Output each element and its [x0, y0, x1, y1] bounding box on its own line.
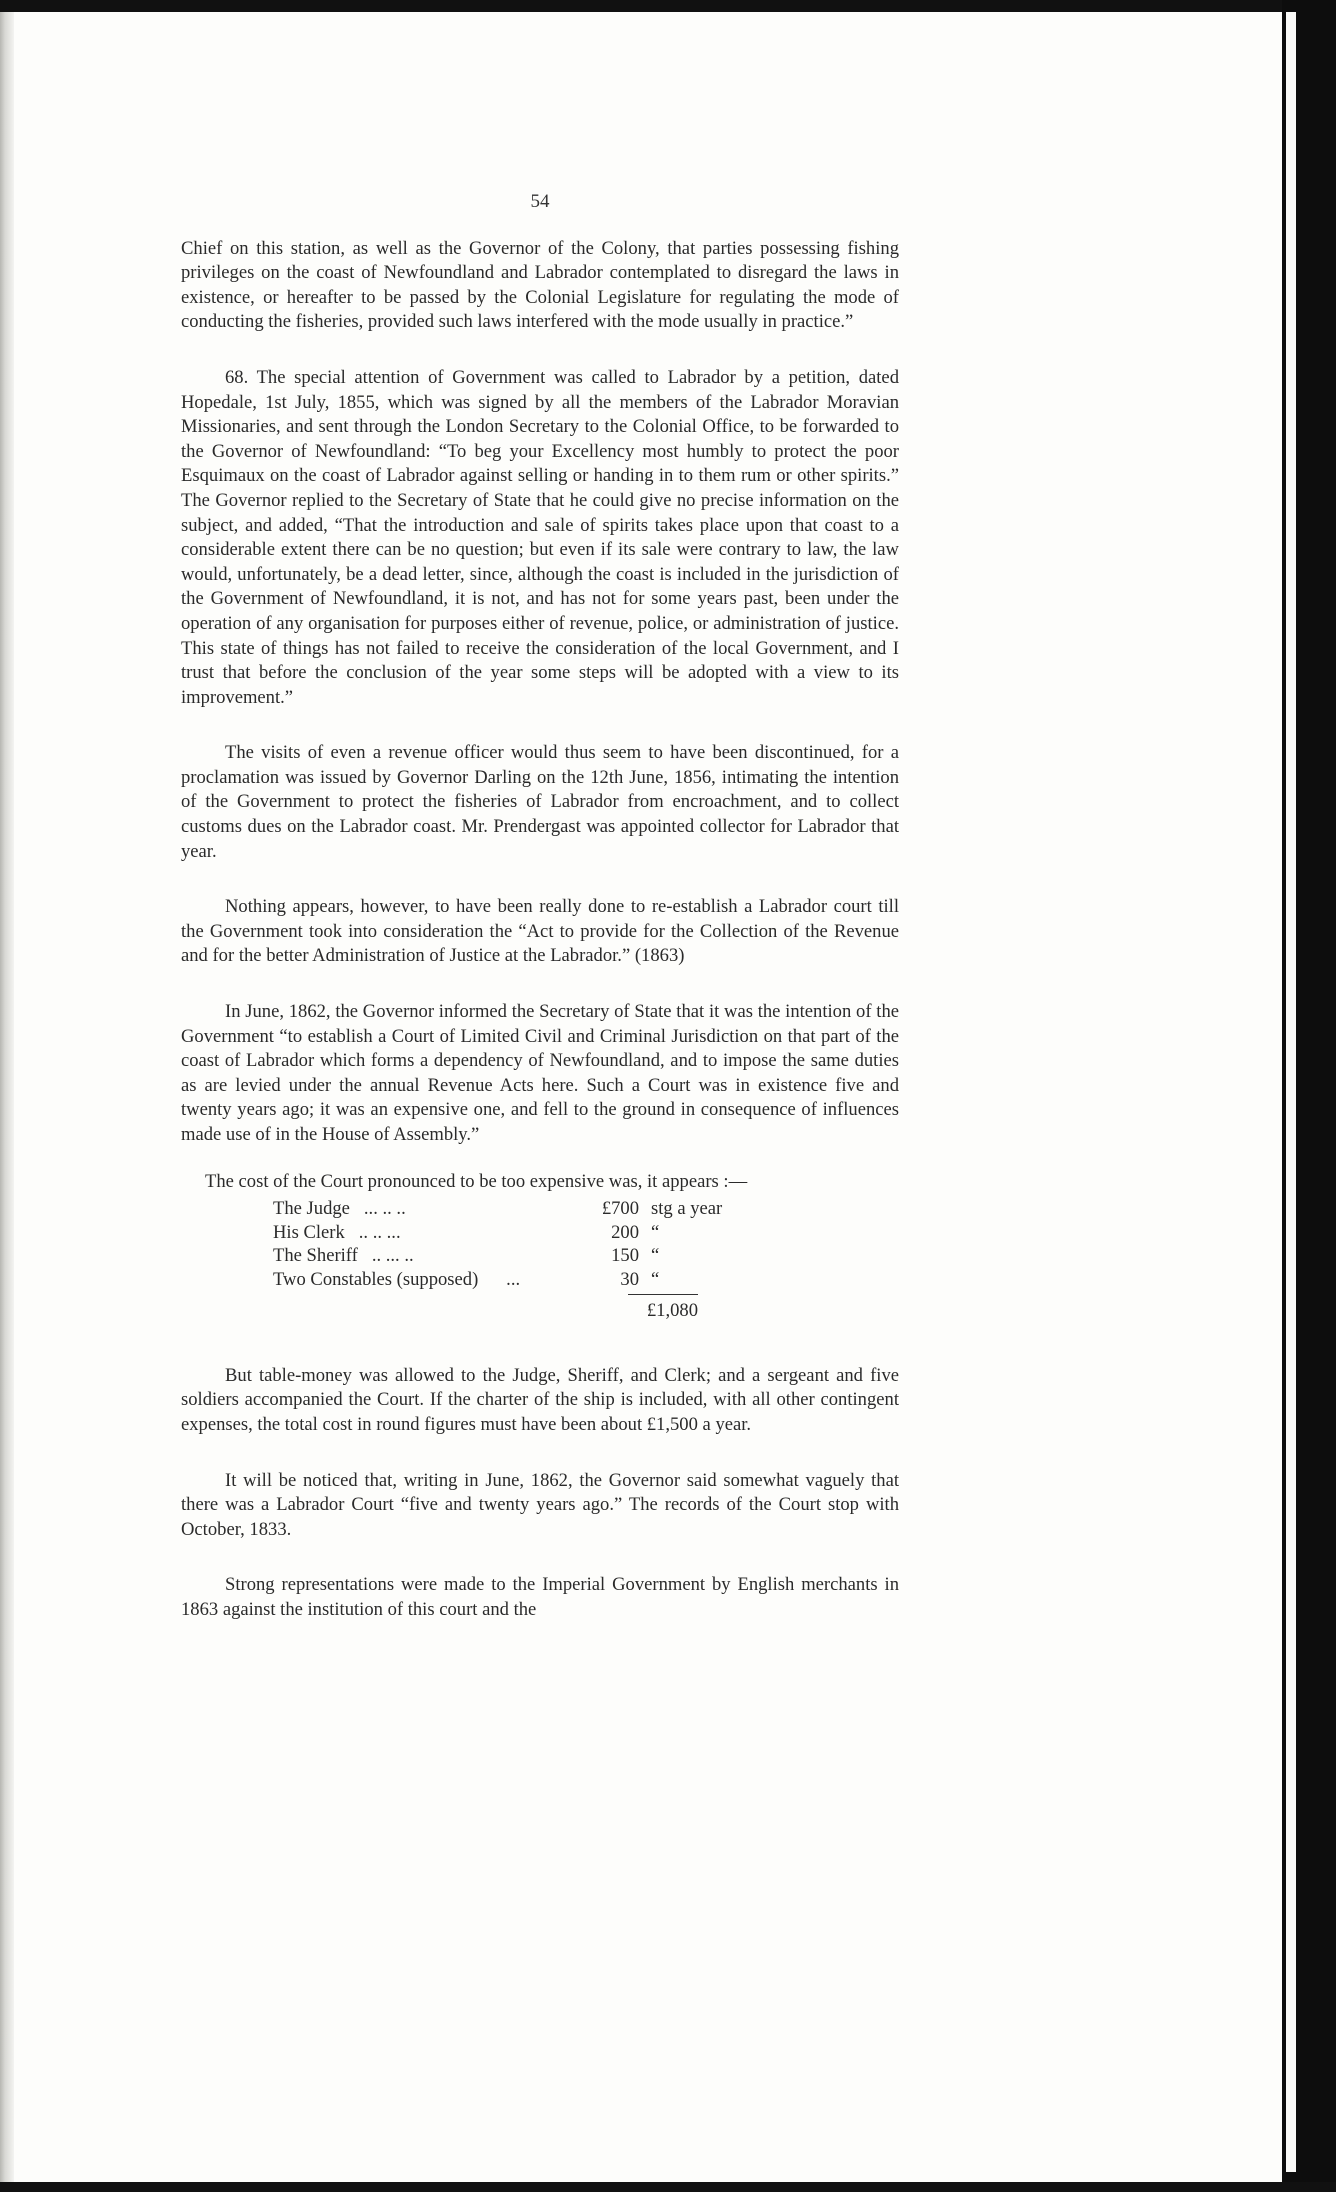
- scan-border-bottom: [0, 2182, 1336, 2192]
- scan-edge-left: [0, 12, 14, 2182]
- paragraph-june-1862: In June, 1862, the Governor informed the Secretary of State that it was the intention of the Government “to establish a Court of Limited Civil and Criminal Jurisdiction on that part of the coast of Labrador which forms a dependency of Newfoundland, and to impose the same duties as are levied under the annual Revenue Acts here. Such a Court was in existence five and twenty years ago; it was an expensive one, and fell to the ground in consequence of influences made use of in the House of Assembly.”: [181, 1001, 899, 1145]
- table-row: [273, 1244, 751, 1268]
- table-row: [273, 1221, 751, 1245]
- paragraph-68: 68. The special attention of Government was called to Labrador by a petition, dated Hopedale, 1st July, 1855, which was signed by all the members of the Labrador Moravian Missionaries, and sent through the London Secretary to the Colonial Office, to be forwarded to the Governor of Newfoundland: “To beg your Excellency most humbly to protect the poor Esquimaux on the coast of Labrador against selling or handing in to them rum or other spirits.” The Governor replied to the Secretary of State that he could give no precise information on the subject, and added, “That the introduction and sale of spirits takes place upon that coast to a considerable extent there can be no question; but even if its sale were contrary to law, the law would, unfortunately, be a dead letter, since, although the coast is included in the jurisdiction of the Government of Newfoundland, it is not, and has not for some years past, been under the operation of any organisation for purposes either of revenue, police, or administration of justice. This state of things has not failed to receive the consideration of the local Government, and I trust that before the conclusion of the year some steps will be adopted with a view to its improvement.”: [181, 366, 899, 708]
- paragraph-revenue-officer: The visits of even a revenue officer would thus seem to have been discontinued, for a proclamation was issued by Governor Darling on the 12th June, 1856, intimating the intention of the Government to protect the fisheries of Labrador from encroachment, and to collect customs dues on the Labrador coast. Mr. Prendergast was appointed collector for Labrador that year.: [181, 742, 899, 862]
- scan-border-gap: [1286, 12, 1296, 2172]
- table-row: [273, 1197, 751, 1221]
- cost-intro: The cost of the Court pronounced to be too expensive was, it appears :—: [205, 1170, 748, 1192]
- cost-item: The Judge: [273, 1198, 350, 1220]
- leader-dots: ... .. ..: [363, 1198, 406, 1220]
- cost-total: £1,080: [628, 1294, 698, 1324]
- cost-unit: “: [651, 1268, 660, 1290]
- cost-table: [273, 1197, 751, 1291]
- page-number: 54: [530, 191, 550, 212]
- cost-unit: “: [651, 1245, 660, 1267]
- cost-amount: 30: [620, 1268, 639, 1290]
- cost-unit: “: [651, 1221, 660, 1243]
- cost-item: Two Constables (supposed): [273, 1268, 479, 1290]
- leader-dots: ...: [506, 1268, 521, 1290]
- paragraph-table-money: But table-money was allowed to the Judge, Sheriff, and Clerk; and a sergeant and five soldiers accompanied the Court. If the charter of the ship is included, with all other contingent expenses, the total cost in round figures must have been about £1,500 a year.: [181, 1364, 899, 1435]
- scan-border-top: [0, 0, 1336, 12]
- cost-amount: £700: [601, 1198, 639, 1220]
- cost-unit: stg a year: [651, 1198, 723, 1220]
- cost-item: The Sheriff: [273, 1245, 358, 1267]
- paragraph-representations: Strong representations were made to the Imperial Government by English merchants in 1863 against the institution of this court and the: [181, 1574, 899, 1620]
- leader-dots: .. .. ...: [358, 1221, 401, 1243]
- cost-item: His Clerk: [273, 1221, 345, 1243]
- paragraph-re-establish-court: Nothing appears, however, to have been really done to re-establish a Labrador court till the Government took into consideration the “Act to provide for the Collection of the Revenue and for the better Administration of Justice at the Labrador.” (1863): [181, 896, 899, 967]
- paragraph-noticed: It will be noticed that, writing in June, 1862, the Governor said somewhat vaguely that there was a Labrador Court “five and twenty years ago.” The records of the Court stop with October, 1833.: [181, 1469, 899, 1540]
- cost-amount: 150: [611, 1245, 639, 1267]
- page-body: [181, 190, 899, 1654]
- paragraph-continuation: Chief on this station, as well as the Governor of the Colony, that parties possessing fishing privileges on the coast of Newfoundland and Labrador contemplated to disregard the laws in existence, or hereafter to be passed by the Colonial Legislature for regulating the mode of conducting the fisheries, provided such laws interfered with the mode usually in practice.”: [181, 237, 899, 333]
- cost-amount: 200: [611, 1221, 639, 1243]
- leader-dots: .. ... ..: [371, 1245, 414, 1267]
- table-row: [273, 1268, 751, 1292]
